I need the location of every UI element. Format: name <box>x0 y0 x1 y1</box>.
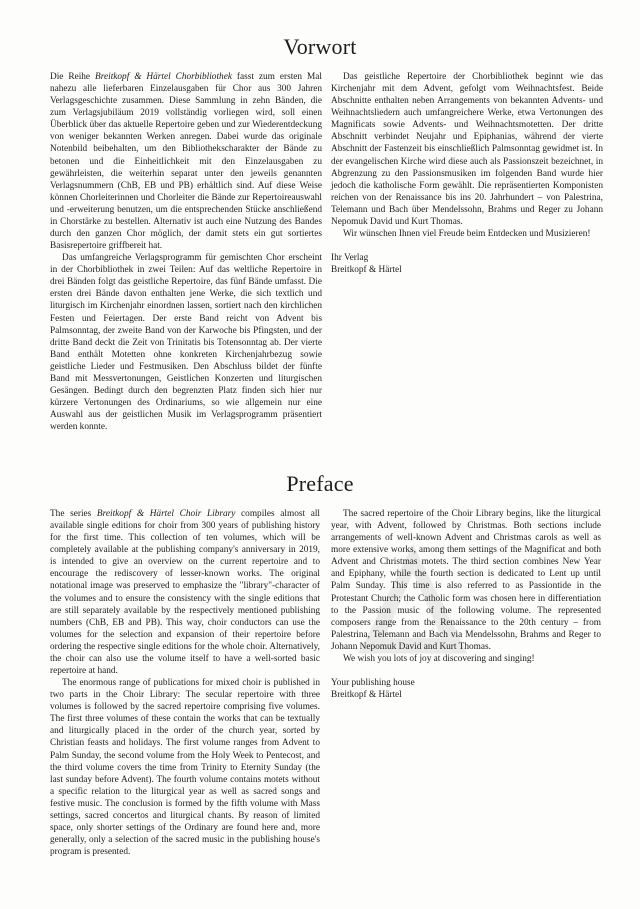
vorwort-column-left <box>50 71 322 433</box>
vorwort-column-right <box>331 71 603 276</box>
preface-p1-pre: The series <box>50 509 97 519</box>
vorwort-paragraph-1 <box>50 71 322 252</box>
preface-signature-line-1: Your publishing house <box>331 678 415 689</box>
preface-series-name: Breitkopf & Härtel Choir Library <box>96 509 236 519</box>
preface-paragraph-3: The sacred repertoire of the Choir Library begins, like the liturgical year, with Advent, followed by Christmas. Both sections include arrangements of well-known Advent and Christmas carols as well as more extensive works, among them settings of the Magnificat and both Advent and Christmas motets. The third section combines New Year and Epiphany, while the fourth section is dedicated to Lent up until Palm Sunday. This time is also referred to as Passiontide in the Protestant Church; the Catholic form was chosen here in differentiation to the Passion music of the following volume. The represented composers range from the Renaissance to the 20th century – from Palestrina, Telemann and Bach via Mendelssohn, Brahms and Reger to Johann Nepomuk David and Kurt Thomas. <box>331 509 601 652</box>
preface-signature-line-2: Breitkopf & Härtel <box>331 690 402 701</box>
preface-paragraph-4: We wish you lots of joy at discovering and singing! <box>343 653 535 664</box>
vorwort-p1-post: fasst zum ersten Mal nahezu alle lieferbaren Einzelausgaben für Chor aus 300 Jahren Verlagsgeschichte zusammen. Diese Sammlung in zehn Bänden, die zum Verlagsjubiläum 2019 vollständig vorliegen wird, soll einen Überblick über das aktuelle Repertoire geben und zur Wiederentdeckung von weniger bekannten Werken anregen. Dabei wurde das originale Notenbild beibehalten, um den Bibliothekscharakter der Bände zu betonen und die Einheitlichkeit mit den Einzelausgaben zu gewährleisten, die weiterhin separat unter den jeweils genannten Verlagsnummern (ChB, EB und PB) erhältlich sind. Auf diese Weise können Chorleiterinnen und Chorleiter die Bände zur Repertoireauswahl und -erweiterung benutzen, um die entsprechenden Stücke anschließend in Chorstärke zu bestellen. Alternativ ist auch eine Nutzung des Bandes durch den ganzen Chor möglich, der damit stets ein gut sortiertes Basisrepertoire griffbereit hat. <box>50 72 322 252</box>
preface-title: Preface <box>286 471 354 496</box>
vorwort-series-name: Breitkopf & Härtel Chorbibliothek <box>95 72 232 82</box>
vorwort-paragraph-3: Das geistliche Repertoire der Chorbibliothek beginnt wie das Kirchenjahr mit dem Advent, gefolgt vom Weihnachtsfest. Beide Abschnitte enthalten neben Arrangements von bekannten Advents- und Weihnachtsliedern auch umfangreichere Werke, etwa Vertonungen des Magnificats sowie Advents- und Weihnachtsmotetten. Der dritte Abschnitt verbindet Neujahr und Epiphanias, während der vierte Abschnitt der Fastenzeit bis einschließlich Palmsonntag gewidmet ist. In der evangelischen Kirche wird diese auch als Passionszeit bezeichnet, in Abgrenzung zu den Passionsmusiken im folgenden Band wurde hier jedoch die katholische Form gewählt. Die repräsentierten Komponisten reichen von der Renaissance bis ins 20. Jahrhundert – von Palestrina, Telemann und Bach über Mendelssohn, Brahms und Reger zu Johann Nepomuk David und Kurt Thomas. <box>331 72 603 227</box>
preface-column-right <box>331 508 601 701</box>
preface-p1-post: compiles almost all available single editions for choir from 300 years of publishing history for the first time. This collection of ten volumes, which will be completely available at the publishing company's anniversary in 2019, is intended to give an overview on the current repertoire and to encourage the rediscovery of lesser-known works. The original notational image was preserved to emphasize the "library"-character of the volumes and to ensure the consistency with the single editions that are still separately available by the respectively mentioned publishing numbers (ChB, EB and PB). This way, choir conductors can use the volumes for the selection and expansion of their repertoire before ordering the respective single editions for the whole choir. Alternatively, the choir can also use the volume itself to have a well-sorted basic repertoire at hand. <box>50 509 320 677</box>
preface-paragraph-1 <box>50 508 320 677</box>
preface-column-left <box>50 508 320 858</box>
vorwort-title: Vorwort <box>283 34 357 59</box>
vorwort-p1-pre: Die Reihe <box>50 72 96 82</box>
vorwort-signature-line-2: Breitkopf & Härtel <box>331 265 402 276</box>
vorwort-paragraph-4: Wir wünschen Ihnen viel Freude beim Entdecken und Musizieren! <box>343 229 591 240</box>
vorwort-signature-line-1: Ihr Verlag <box>331 253 369 264</box>
preface-paragraph-2: The enormous range of publications for mixed choir is published in two parts in the Choir Library: The secular repertoire with three volumes is followed by the sacred repertoire comprising five volumes. The first three volumes of these contain the works that can be textually and liturgically placed in the order of the church year, sorted by Christian feasts and holidays. The first volume ranges from Advent to Palm Sunday, the second volume from the Holy Week to Pentecost, and the third volume covers the time from Trinity to Eternity Sunday (the last sunday before Advent). The fourth volume contains motets without a specific relation to the liturgical year as well as sacred songs and festive music. The conclusion is formed by the fifth volume with Mass settings, sacred concertos and liturgical chants. By reason of limited space, only shorter settings of the Ordinary are found here and, more generally, only a selection of the sacred music in the publishing house's program is presented. <box>50 678 320 858</box>
vorwort-paragraph-2: Das umfangreiche Verlagsprogramm für gemischten Chor erscheint in der Chorbibliothek in zwei Teilen: Auf das weltliche Repertoire in drei Bänden folgt das geistliche Repertoire, das fünf Bände umfasst. Die ersten drei Bände davon enthalten jene Werke, die sich textlich und liturgisch im Kirchenjahr einordnen lassen, sortiert nach den kirchlichen Festen und Feiertagen. Der erste Band reicht von Advent bis Palmsonntag, der zweite Band von der Karwoche bis Pfingsten, und der dritte Band deckt die Zeit von Trinitatis bis Totensonntag ab. Der vierte Band enthält Motetten ohne konkreten Kirchenjahrbezug sowie geistliche Lieder und Festmusiken. Den Abschluss bildet der fünfte Band mit Messvertonungen, Geistlichen Konzerten und liturgischen Gesängen. Bedingt durch den begrenzten Platz finden sich hier nur kürzere Vertonungen des Ordinariums, so wie allgemein nur eine Auswahl aus der geistlichen Musik im Verlagsprogramm präsentiert werden konnte. <box>50 253 322 433</box>
